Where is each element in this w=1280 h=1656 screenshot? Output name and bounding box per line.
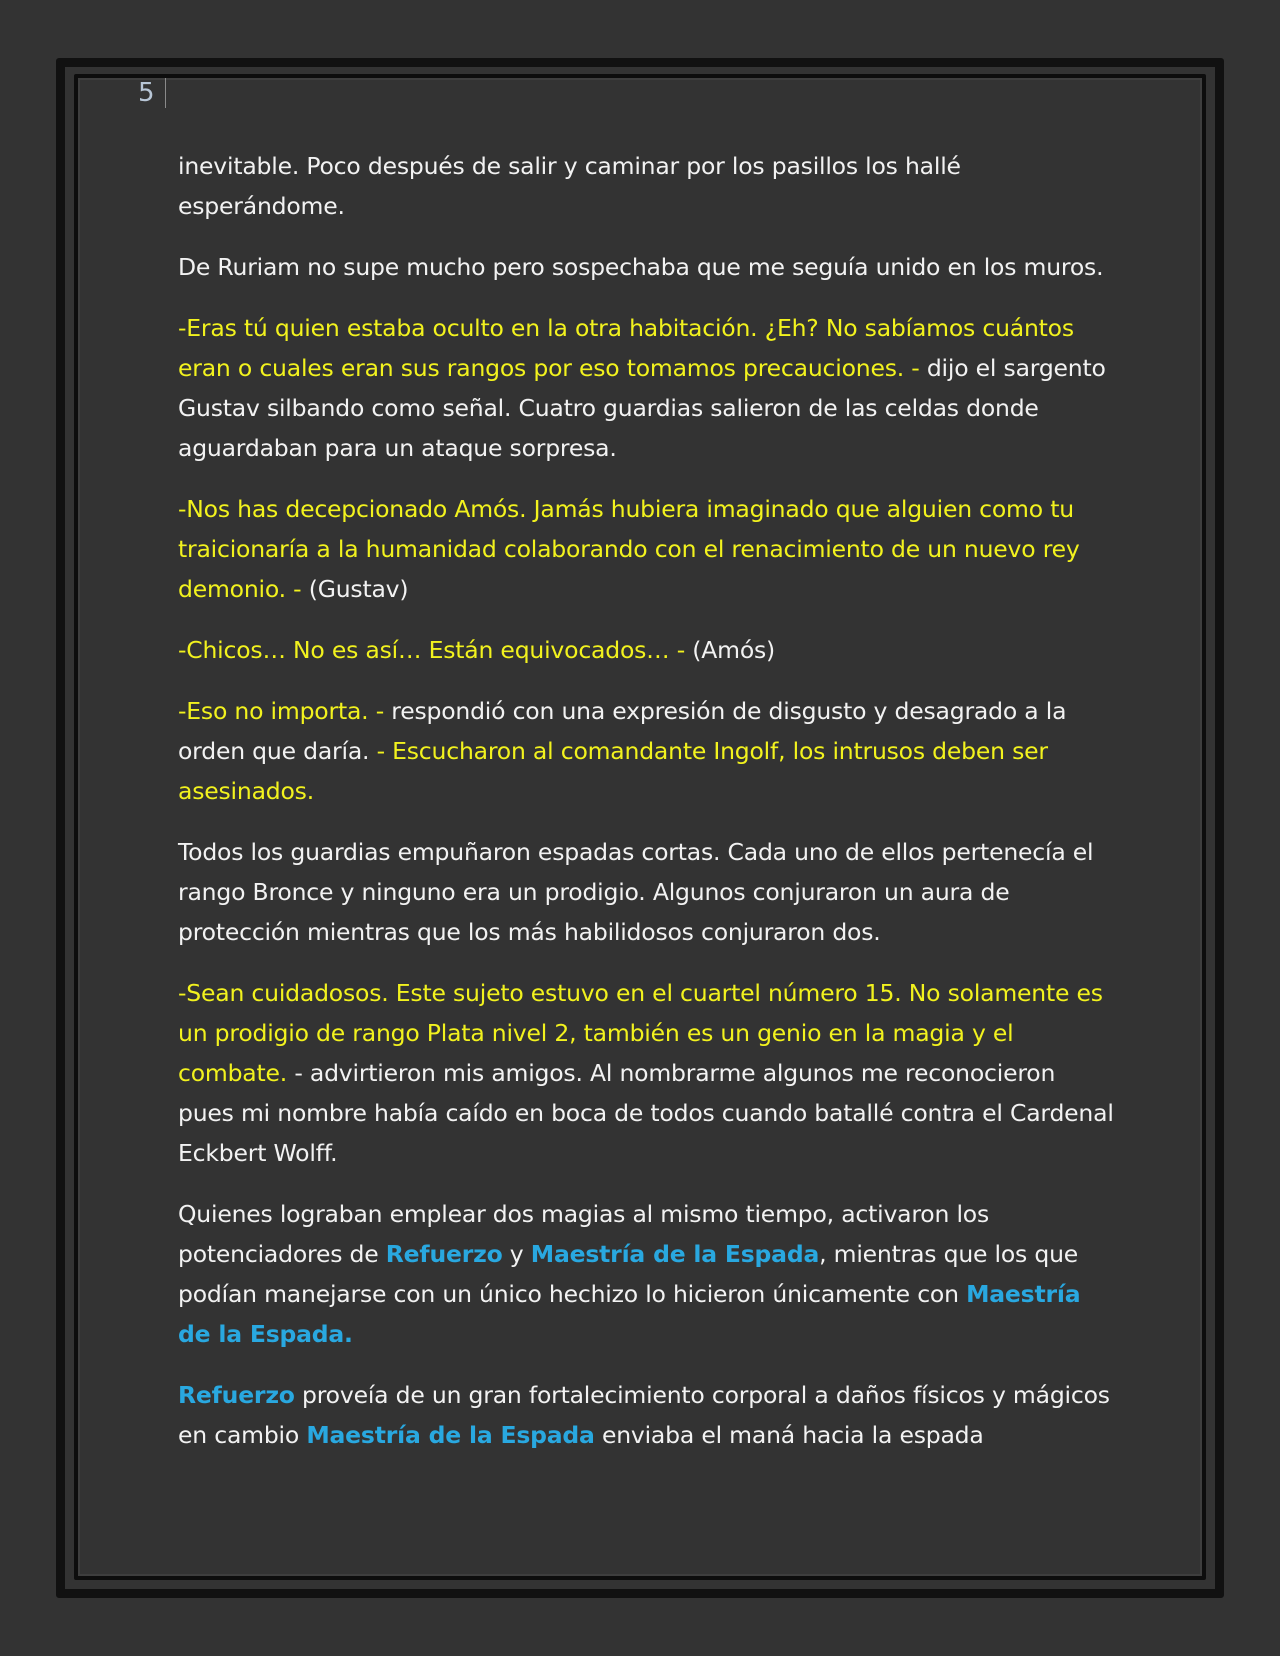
paragraph [178,489,1118,609]
paragraph [178,1194,1118,1354]
document-body [178,146,1118,1476]
narration-text: y [502,1240,531,1268]
skill-name: Maestría de la Espada. [178,1280,1081,1348]
narration-text: respondió con una expresión de disgusto y desagrado a la orden que daría. [178,697,1067,765]
narration-text: dijo el sargento Gustav silbando como señal. Cuatro guardias salieron de las celdas donde aguardaban para un ataque sorpresa. [178,354,1106,462]
dialogue-text: -Nos has decepcionado Amós. Jamás hubiera imaginado que alguien como tu traicionaría a la humanidad colaborando con el renacimiento de un nuevo rey demonio. - [178,495,1080,603]
narration-text: , mientras que los que podían manejarse con un único hechizo lo hicieron únicamente con [178,1240,1079,1308]
skill-name: Refuerzo [178,1381,295,1409]
paragraph [178,1375,1118,1455]
narration-text: Todos los guardias empuñaron espadas cortas. Cada uno de ellos pertenecía el rango Bronce y ninguno era un prodigio. Algunos conjuraron un aura de protección mientras que los más habilidosos conjuraron dos. [178,838,1094,946]
narration-text: (Gustav) [308,575,409,603]
dialogue-text: - Escucharon al comandante Ingolf, los intrusos deben ser asesinados. [178,737,1048,805]
narration-text: Quienes lograban emplear dos magias al mismo tiempo, activaron los potenciadores de [178,1200,989,1268]
paragraph [178,308,1118,468]
paragraph [178,832,1118,952]
paragraph [178,630,1118,670]
page-number-divider [165,78,166,108]
dialogue-text: -Eso no importa. - [178,697,392,725]
narration-text: - advirtieron mis amigos. Al nombrarme algunos me reconocieron pues mi nombre había caído en boca de todos cuando batallé contra el Cardenal Eckbert Wolff. [178,1059,1114,1167]
narration-text: (Amós) [692,636,776,664]
skill-name: Refuerzo [385,1240,503,1268]
narration-text: inevitable. Poco después de salir y caminar por los pasillos los hallé esperándome. [178,152,961,220]
paragraph [178,247,1118,287]
narration-text: enviaba el maná hacia la espada [594,1421,984,1449]
dialogue-text: -Sean cuidadosos. Este sujeto estuvo en el cuartel número 15. No solamente es un prodigio de rango Plata nivel 2, también es un genio en la magia y el combate. [178,979,1103,1087]
dialogue-text: -Chicos… No es así… Están equivocados… - [178,636,693,664]
skill-name: Maestría de la Espada [530,1240,820,1268]
paragraph [178,973,1118,1173]
narration-text: De Ruriam no supe mucho pero sospechaba que me seguía unido en los muros. [178,253,1104,281]
narration-text: proveía de un gran fortalecimiento corporal a daños físicos y mágicos en cambio [178,1381,1110,1449]
paragraph [178,691,1118,811]
skill-name: Maestría de la Espada [306,1421,595,1449]
dialogue-text: -Eras tú quien estaba oculto en la otra habitación. ¿Eh? No sabíamos cuántos eran o cuales eran sus rangos por eso tomamos precauciones. - [178,314,1074,382]
paragraph [178,146,1118,226]
page-number: 5 [138,78,155,108]
